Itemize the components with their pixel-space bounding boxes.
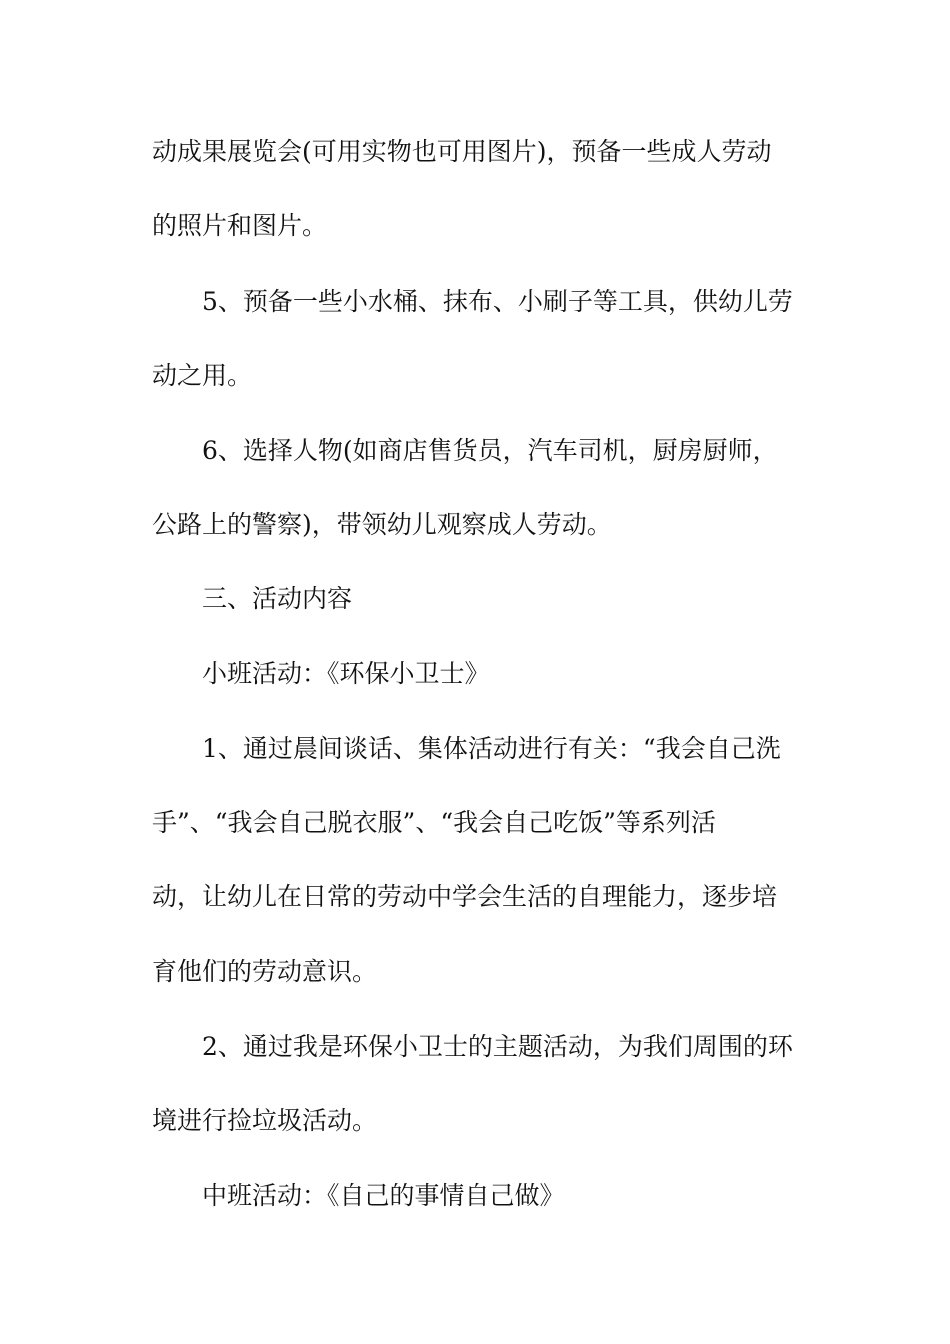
paragraph-line: 1、通过晨间谈话、集体活动进行有关：“我会自己洗 bbox=[202, 734, 781, 763]
paragraph-line: 6、选择人物(如商店售货员，汽车司机，厨房厨师， bbox=[202, 436, 778, 465]
paragraph-line: 的照片和图片。 bbox=[152, 211, 328, 240]
paragraph-line: 动，让幼儿在日常的劳动中学会生活的自理能力，逐步培 bbox=[152, 882, 778, 911]
paragraph-line: 育他们的劳动意识。 bbox=[152, 957, 378, 986]
paragraph-line: 公路上的警察)，带领幼儿观察成人劳动。 bbox=[152, 510, 612, 539]
paragraph-line: 5、预备一些小水桶、抹布、小刷子等工具，供幼儿劳 bbox=[202, 287, 793, 316]
subsection-heading: 小班活动：《环保小卫士》 bbox=[202, 659, 490, 688]
paragraph-line: 动之用。 bbox=[152, 361, 253, 390]
subsection-heading: 中班活动：《自己的事情自己做》 bbox=[202, 1181, 565, 1210]
paragraph-line: 境进行捡垃圾活动。 bbox=[152, 1106, 378, 1135]
paragraph-line: 2、通过我是环保小卫士的主题活动，为我们周围的环 bbox=[202, 1032, 793, 1061]
paragraph-line: 手”、“我会自己脱衣服”、“我会自己吃饭”等系列活 bbox=[152, 808, 716, 837]
section-heading: 三、活动内容 bbox=[202, 584, 353, 613]
paragraph-line: 动成果展览会(可用实物也可用图片)，预备一些成人劳动 bbox=[152, 137, 772, 166]
